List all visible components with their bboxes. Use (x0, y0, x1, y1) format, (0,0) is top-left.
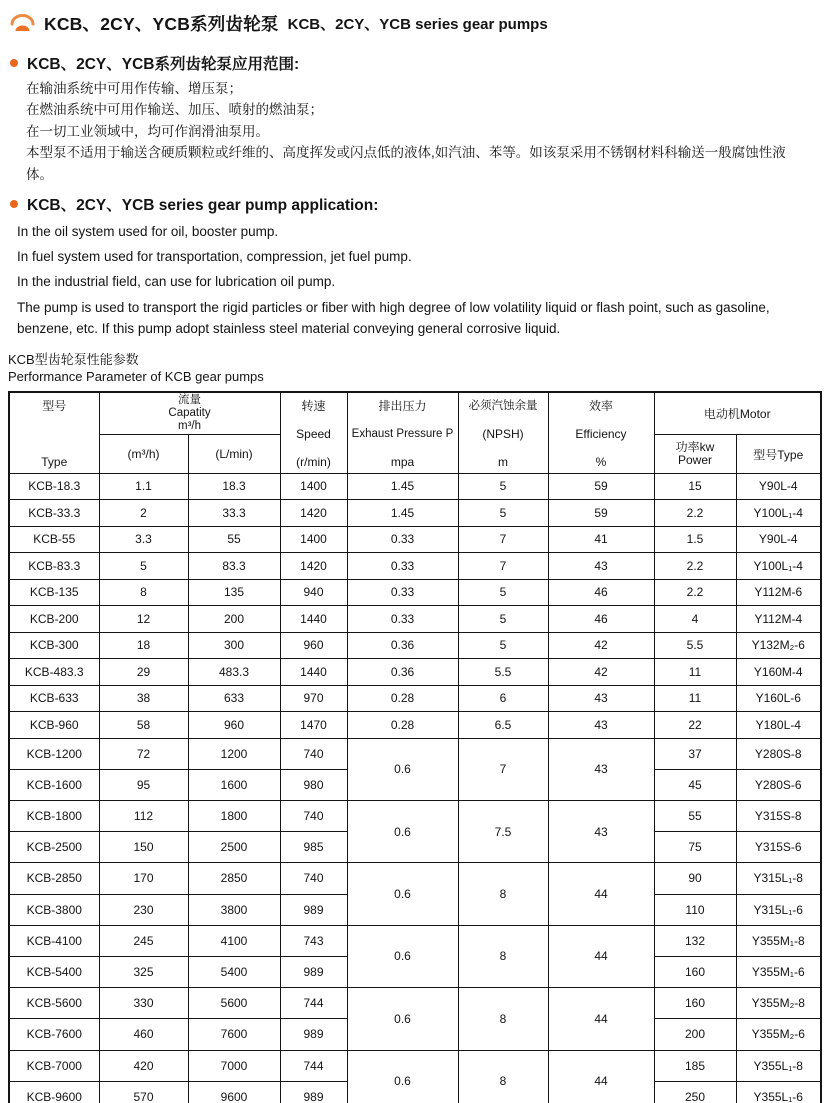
cell-pressure: 0.36 (347, 632, 458, 659)
text-line: 在燃油系统中可用作输送、加压、喷射的燃油泵； (26, 102, 323, 118)
col-header-efficiency-zh: 效率 (588, 398, 613, 413)
cell-pressure: 0.6 (347, 1050, 458, 1103)
cell-type: KCB-9600 (9, 1081, 99, 1103)
cell-power: 5.5 (654, 632, 736, 659)
application-zh-text (26, 78, 808, 185)
cell-motor: Y160L-6 (736, 685, 821, 712)
cell-efficiency: 43 (548, 685, 654, 712)
table-title (8, 351, 830, 386)
table-row (9, 659, 821, 686)
cell-speed: 985 (280, 832, 347, 863)
cell-power: 1.5 (654, 526, 736, 553)
cell-speed: 980 (280, 769, 347, 800)
cell-efficiency: 46 (548, 579, 654, 606)
cell-speed: 1400 (280, 473, 347, 500)
cell-motor: Y355L₁-6 (736, 1081, 821, 1103)
cell-lmin: 4100 (188, 925, 280, 956)
document-header (0, 0, 830, 36)
cell-type: KCB-200 (9, 606, 99, 633)
cell-type: KCB-300 (9, 632, 99, 659)
cell-type: KCB-55 (9, 526, 99, 553)
col-header-m3h (99, 435, 188, 473)
cell-npsh: 7 (458, 526, 548, 553)
cell-power: 160 (654, 956, 736, 987)
cell-pressure: 0.33 (347, 526, 458, 553)
text-line: In fuel system used for transportation, compression, jet fuel pump. (17, 249, 412, 265)
cell-lmin: 200 (188, 606, 280, 633)
col-header-pressure (347, 392, 458, 474)
cell-motor: Y315L₁-8 (736, 863, 821, 894)
table-row (9, 685, 821, 712)
cell-motor: Y355M₂-6 (736, 1019, 821, 1050)
page-title-en: KCB、2CY、YCB series gear pumps (287, 16, 548, 33)
cell-speed: 1470 (280, 712, 347, 739)
cell-pressure: 0.6 (347, 925, 458, 987)
cell-pressure: 1.45 (347, 473, 458, 500)
cell-power: 4 (654, 606, 736, 633)
cell-power: 75 (654, 832, 736, 863)
cell-m3h: 12 (99, 606, 188, 633)
cell-npsh: 6.5 (458, 712, 548, 739)
cell-power: 37 (654, 738, 736, 769)
cell-lmin: 33.3 (188, 500, 280, 527)
cell-m3h: 460 (99, 1019, 188, 1050)
cell-type: KCB-135 (9, 579, 99, 606)
col-header-power-en: Power (677, 453, 712, 467)
cell-motor: Y100L₁-4 (736, 553, 821, 580)
cell-speed: 1400 (280, 526, 347, 553)
col-header-speed-zh: 转速 (301, 398, 326, 413)
col-header-speed (280, 392, 347, 474)
cell-m3h: 330 (99, 988, 188, 1019)
cell-lmin: 83.3 (188, 553, 280, 580)
cell-m3h: 38 (99, 685, 188, 712)
table-row (9, 712, 821, 739)
cell-m3h: 170 (99, 863, 188, 894)
cell-speed: 1440 (280, 606, 347, 633)
cell-npsh: 8 (458, 1050, 548, 1103)
cell-type: KCB-2850 (9, 863, 99, 894)
cell-m3h: 95 (99, 769, 188, 800)
cell-power: 110 (654, 894, 736, 925)
cell-lmin: 7000 (188, 1050, 280, 1081)
cell-efficiency: 42 (548, 632, 654, 659)
cell-motor: Y355L₁-8 (736, 1050, 821, 1081)
cell-lmin: 5400 (188, 956, 280, 987)
col-header-motor (654, 392, 821, 435)
cell-m3h: 325 (99, 956, 188, 987)
bullet-icon (10, 59, 18, 67)
cell-m3h: 58 (99, 712, 188, 739)
table-row (9, 738, 821, 769)
cell-lmin: 960 (188, 712, 280, 739)
col-header-motor-type-label: 型号Type (753, 447, 804, 462)
col-header-npsh-unit: m (498, 454, 508, 469)
table-title-zh: KCB型齿轮泵性能参数 (8, 351, 139, 367)
col-header-m3h-label: (m³/h) (127, 447, 160, 461)
table-row (9, 632, 821, 659)
table-row (9, 500, 821, 527)
cell-lmin: 135 (188, 579, 280, 606)
cell-type: KCB-7600 (9, 1019, 99, 1050)
cell-speed: 1420 (280, 500, 347, 527)
cell-efficiency: 41 (548, 526, 654, 553)
cell-power: 22 (654, 712, 736, 739)
cell-speed: 1420 (280, 553, 347, 580)
cell-motor: Y280S-6 (736, 769, 821, 800)
cell-type: KCB-3800 (9, 894, 99, 925)
cell-m3h: 3.3 (99, 526, 188, 553)
col-header-npsh-zh: 必须汽蚀余量 (468, 399, 538, 412)
cell-lmin: 1600 (188, 769, 280, 800)
cell-npsh: 5.5 (458, 659, 548, 686)
cell-lmin: 3800 (188, 894, 280, 925)
cell-pressure: 0.33 (347, 553, 458, 580)
cell-speed: 743 (280, 925, 347, 956)
cell-lmin: 300 (188, 632, 280, 659)
col-header-pressure-unit: mpa (390, 454, 415, 469)
cell-lmin: 18.3 (188, 473, 280, 500)
col-header-pressure-en: Exhaust Pressure P (351, 428, 454, 441)
cell-speed: 940 (280, 579, 347, 606)
cell-lmin: 633 (188, 685, 280, 712)
col-header-capacity (99, 392, 280, 435)
cell-speed: 970 (280, 685, 347, 712)
cell-efficiency: 44 (548, 988, 654, 1050)
cell-motor: Y280S-8 (736, 738, 821, 769)
bullet-icon (10, 200, 18, 208)
cell-speed: 1440 (280, 659, 347, 686)
col-header-speed-unit: (r/min) (296, 454, 331, 469)
cell-type: KCB-960 (9, 712, 99, 739)
cell-m3h: 29 (99, 659, 188, 686)
cell-motor: Y100L₁-4 (736, 500, 821, 527)
cell-power: 200 (654, 1019, 736, 1050)
cell-efficiency: 44 (548, 1050, 654, 1103)
cell-efficiency: 43 (548, 801, 654, 863)
cell-type: KCB-1800 (9, 801, 99, 832)
cell-motor: Y112M-4 (736, 606, 821, 633)
col-header-capacity-unit: m³/h (178, 420, 201, 432)
col-header-efficiency-en: Efficiency (575, 427, 627, 442)
cell-m3h: 150 (99, 832, 188, 863)
cell-type: KCB-18.3 (9, 473, 99, 500)
cell-pressure: 0.6 (347, 988, 458, 1050)
cell-speed: 960 (280, 632, 347, 659)
cell-lmin: 9600 (188, 1081, 280, 1103)
text-line: 本型泵不适用于输送含硬质颗粒或纤维的、高度挥发或闪点低的液体,如汽油、苯等。如该泵采用不锈钢材料科输送一般腐蚀性液体。 (26, 145, 786, 182)
cell-m3h: 18 (99, 632, 188, 659)
cell-type: KCB-5400 (9, 956, 99, 987)
table-row (9, 988, 821, 1019)
text-paragraph: The pump is used to transport the rigid particles or fiber with high degree of low volatility liquid or flash point, such as gasoline, benzene, etc. If this pump adopt stainless steel material conveying general corrosive liquid. (17, 300, 770, 337)
page-title-zh: KCB、2CY、YCB系列齿轮泵 (44, 14, 279, 34)
cell-pressure: 1.45 (347, 500, 458, 527)
table-row (9, 473, 821, 500)
cell-m3h: 5 (99, 553, 188, 580)
cell-pressure: 0.6 (347, 738, 458, 800)
cell-motor: Y90L-4 (736, 526, 821, 553)
cell-type: KCB-483.3 (9, 659, 99, 686)
cell-type: KCB-83.3 (9, 553, 99, 580)
cell-npsh: 7 (458, 553, 548, 580)
cell-m3h: 72 (99, 738, 188, 769)
cell-efficiency: 46 (548, 606, 654, 633)
cell-power: 185 (654, 1050, 736, 1081)
col-header-motor-type (736, 435, 821, 473)
cell-speed: 740 (280, 863, 347, 894)
performance-table (8, 391, 822, 1103)
cell-npsh: 7.5 (458, 801, 548, 863)
cell-npsh: 8 (458, 863, 548, 925)
application-en-text (17, 222, 812, 340)
cell-type: KCB-633 (9, 685, 99, 712)
cell-type: KCB-2500 (9, 832, 99, 863)
cell-m3h: 230 (99, 894, 188, 925)
text-line: In the oil system used for oil, booster pump. (17, 224, 279, 240)
cell-npsh: 7 (458, 738, 548, 800)
cell-m3h: 245 (99, 925, 188, 956)
cell-power: 250 (654, 1081, 736, 1103)
section-heading-en (10, 193, 830, 215)
cell-npsh: 5 (458, 632, 548, 659)
col-header-capacity-en: Capatity (168, 407, 211, 419)
cell-motor: Y315S-8 (736, 801, 821, 832)
table-row (9, 579, 821, 606)
brand-logo-icon (9, 14, 36, 34)
cell-motor: Y315L₁-6 (736, 894, 821, 925)
cell-speed: 744 (280, 988, 347, 1019)
col-header-npsh-en: (NPSH) (482, 426, 524, 441)
cell-speed: 740 (280, 738, 347, 769)
col-header-pressure-zh: 排出压力 (378, 398, 427, 413)
cell-pressure: 0.28 (347, 712, 458, 739)
cell-speed: 989 (280, 1019, 347, 1050)
cell-pressure: 0.6 (347, 863, 458, 925)
cell-npsh: 6 (458, 685, 548, 712)
cell-lmin: 483.3 (188, 659, 280, 686)
cell-efficiency: 59 (548, 473, 654, 500)
cell-efficiency: 44 (548, 925, 654, 987)
cell-motor: Y355M₁-8 (736, 925, 821, 956)
cell-motor: Y355M₁-6 (736, 956, 821, 987)
cell-speed: 989 (280, 894, 347, 925)
cell-power: 11 (654, 685, 736, 712)
cell-efficiency: 43 (548, 738, 654, 800)
col-header-efficiency-unit: % (595, 454, 607, 469)
cell-npsh: 8 (458, 925, 548, 987)
text-line: 在输油系统中可用作传输、增压泵； (26, 81, 242, 96)
table-row (9, 925, 821, 956)
table-row (9, 1050, 821, 1081)
cell-motor: Y90L-4 (736, 473, 821, 500)
cell-power: 45 (654, 769, 736, 800)
cell-pressure: 0.28 (347, 685, 458, 712)
text-line: 在一切工业领域中，均可作润滑油泵用。 (26, 123, 269, 139)
cell-pressure: 0.6 (347, 801, 458, 863)
cell-m3h: 112 (99, 801, 188, 832)
cell-motor: Y180L-4 (736, 712, 821, 739)
col-header-lmin-label: (L/min) (215, 447, 253, 461)
table-title-en: Performance Parameter of KCB gear pumps (8, 369, 264, 385)
cell-npsh: 5 (458, 579, 548, 606)
cell-power: 55 (654, 801, 736, 832)
cell-m3h: 570 (99, 1081, 188, 1103)
cell-m3h: 8 (99, 579, 188, 606)
cell-pressure: 0.33 (347, 579, 458, 606)
section-heading-zh-label: KCB、2CY、YCB系列齿轮泵应用范围: (27, 56, 300, 73)
cell-type: KCB-1600 (9, 769, 99, 800)
col-header-motor-label: 电动机Motor (703, 407, 771, 421)
cell-lmin: 2850 (188, 863, 280, 894)
section-heading-zh (10, 52, 830, 74)
cell-speed: 989 (280, 1081, 347, 1103)
cell-power: 15 (654, 473, 736, 500)
col-header-type (9, 392, 99, 474)
col-header-lmin (188, 435, 280, 473)
table-row (9, 801, 821, 832)
cell-speed: 989 (280, 956, 347, 987)
cell-npsh: 8 (458, 988, 548, 1050)
cell-m3h: 420 (99, 1050, 188, 1081)
col-header-power-zh: 功率kw (675, 440, 715, 454)
cell-npsh: 5 (458, 473, 548, 500)
cell-lmin: 55 (188, 526, 280, 553)
cell-m3h: 2 (99, 500, 188, 527)
cell-power: 160 (654, 988, 736, 1019)
cell-lmin: 1800 (188, 801, 280, 832)
col-header-power (654, 435, 736, 473)
cell-type: KCB-7000 (9, 1050, 99, 1081)
table-row (9, 606, 821, 633)
cell-speed: 744 (280, 1050, 347, 1081)
cell-power: 2.2 (654, 500, 736, 527)
cell-lmin: 1200 (188, 738, 280, 769)
cell-efficiency: 43 (548, 712, 654, 739)
cell-pressure: 0.33 (347, 606, 458, 633)
cell-efficiency: 42 (548, 659, 654, 686)
table-row (9, 526, 821, 553)
cell-type: KCB-33.3 (9, 500, 99, 527)
col-header-npsh (458, 392, 548, 474)
cell-power: 2.2 (654, 553, 736, 580)
col-header-efficiency (548, 392, 654, 474)
cell-speed: 740 (280, 801, 347, 832)
col-header-type-zh: 型号 (42, 398, 67, 413)
cell-npsh: 5 (458, 500, 548, 527)
cell-motor: Y355M₂-8 (736, 988, 821, 1019)
cell-type: KCB-5600 (9, 988, 99, 1019)
cell-npsh: 5 (458, 606, 548, 633)
table-body (9, 473, 821, 1103)
cell-power: 11 (654, 659, 736, 686)
col-header-speed-en: Speed (296, 427, 331, 442)
cell-lmin: 2500 (188, 832, 280, 863)
section-heading-en-label: KCB、2CY、YCB series gear pump application: (27, 197, 379, 215)
cell-power: 2.2 (654, 579, 736, 606)
cell-lmin: 5600 (188, 988, 280, 1019)
cell-motor: Y112M-6 (736, 579, 821, 606)
cell-motor: Y160M-4 (736, 659, 821, 686)
table-row (9, 553, 821, 580)
cell-type: KCB-1200 (9, 738, 99, 769)
cell-m3h: 1.1 (99, 473, 188, 500)
col-header-type-en: Type (41, 454, 68, 469)
col-header-capacity-zh: 流量 (178, 394, 201, 406)
cell-efficiency: 44 (548, 863, 654, 925)
cell-efficiency: 59 (548, 500, 654, 527)
cell-type: KCB-4100 (9, 925, 99, 956)
cell-pressure: 0.36 (347, 659, 458, 686)
cell-power: 132 (654, 925, 736, 956)
cell-efficiency: 43 (548, 553, 654, 580)
cell-motor: Y132M₂-6 (736, 632, 821, 659)
cell-motor: Y315S-6 (736, 832, 821, 863)
cell-power: 90 (654, 863, 736, 894)
table-row (9, 863, 821, 894)
cell-lmin: 7600 (188, 1019, 280, 1050)
text-line: In the industrial field, can use for lubrication oil pump. (17, 274, 336, 290)
